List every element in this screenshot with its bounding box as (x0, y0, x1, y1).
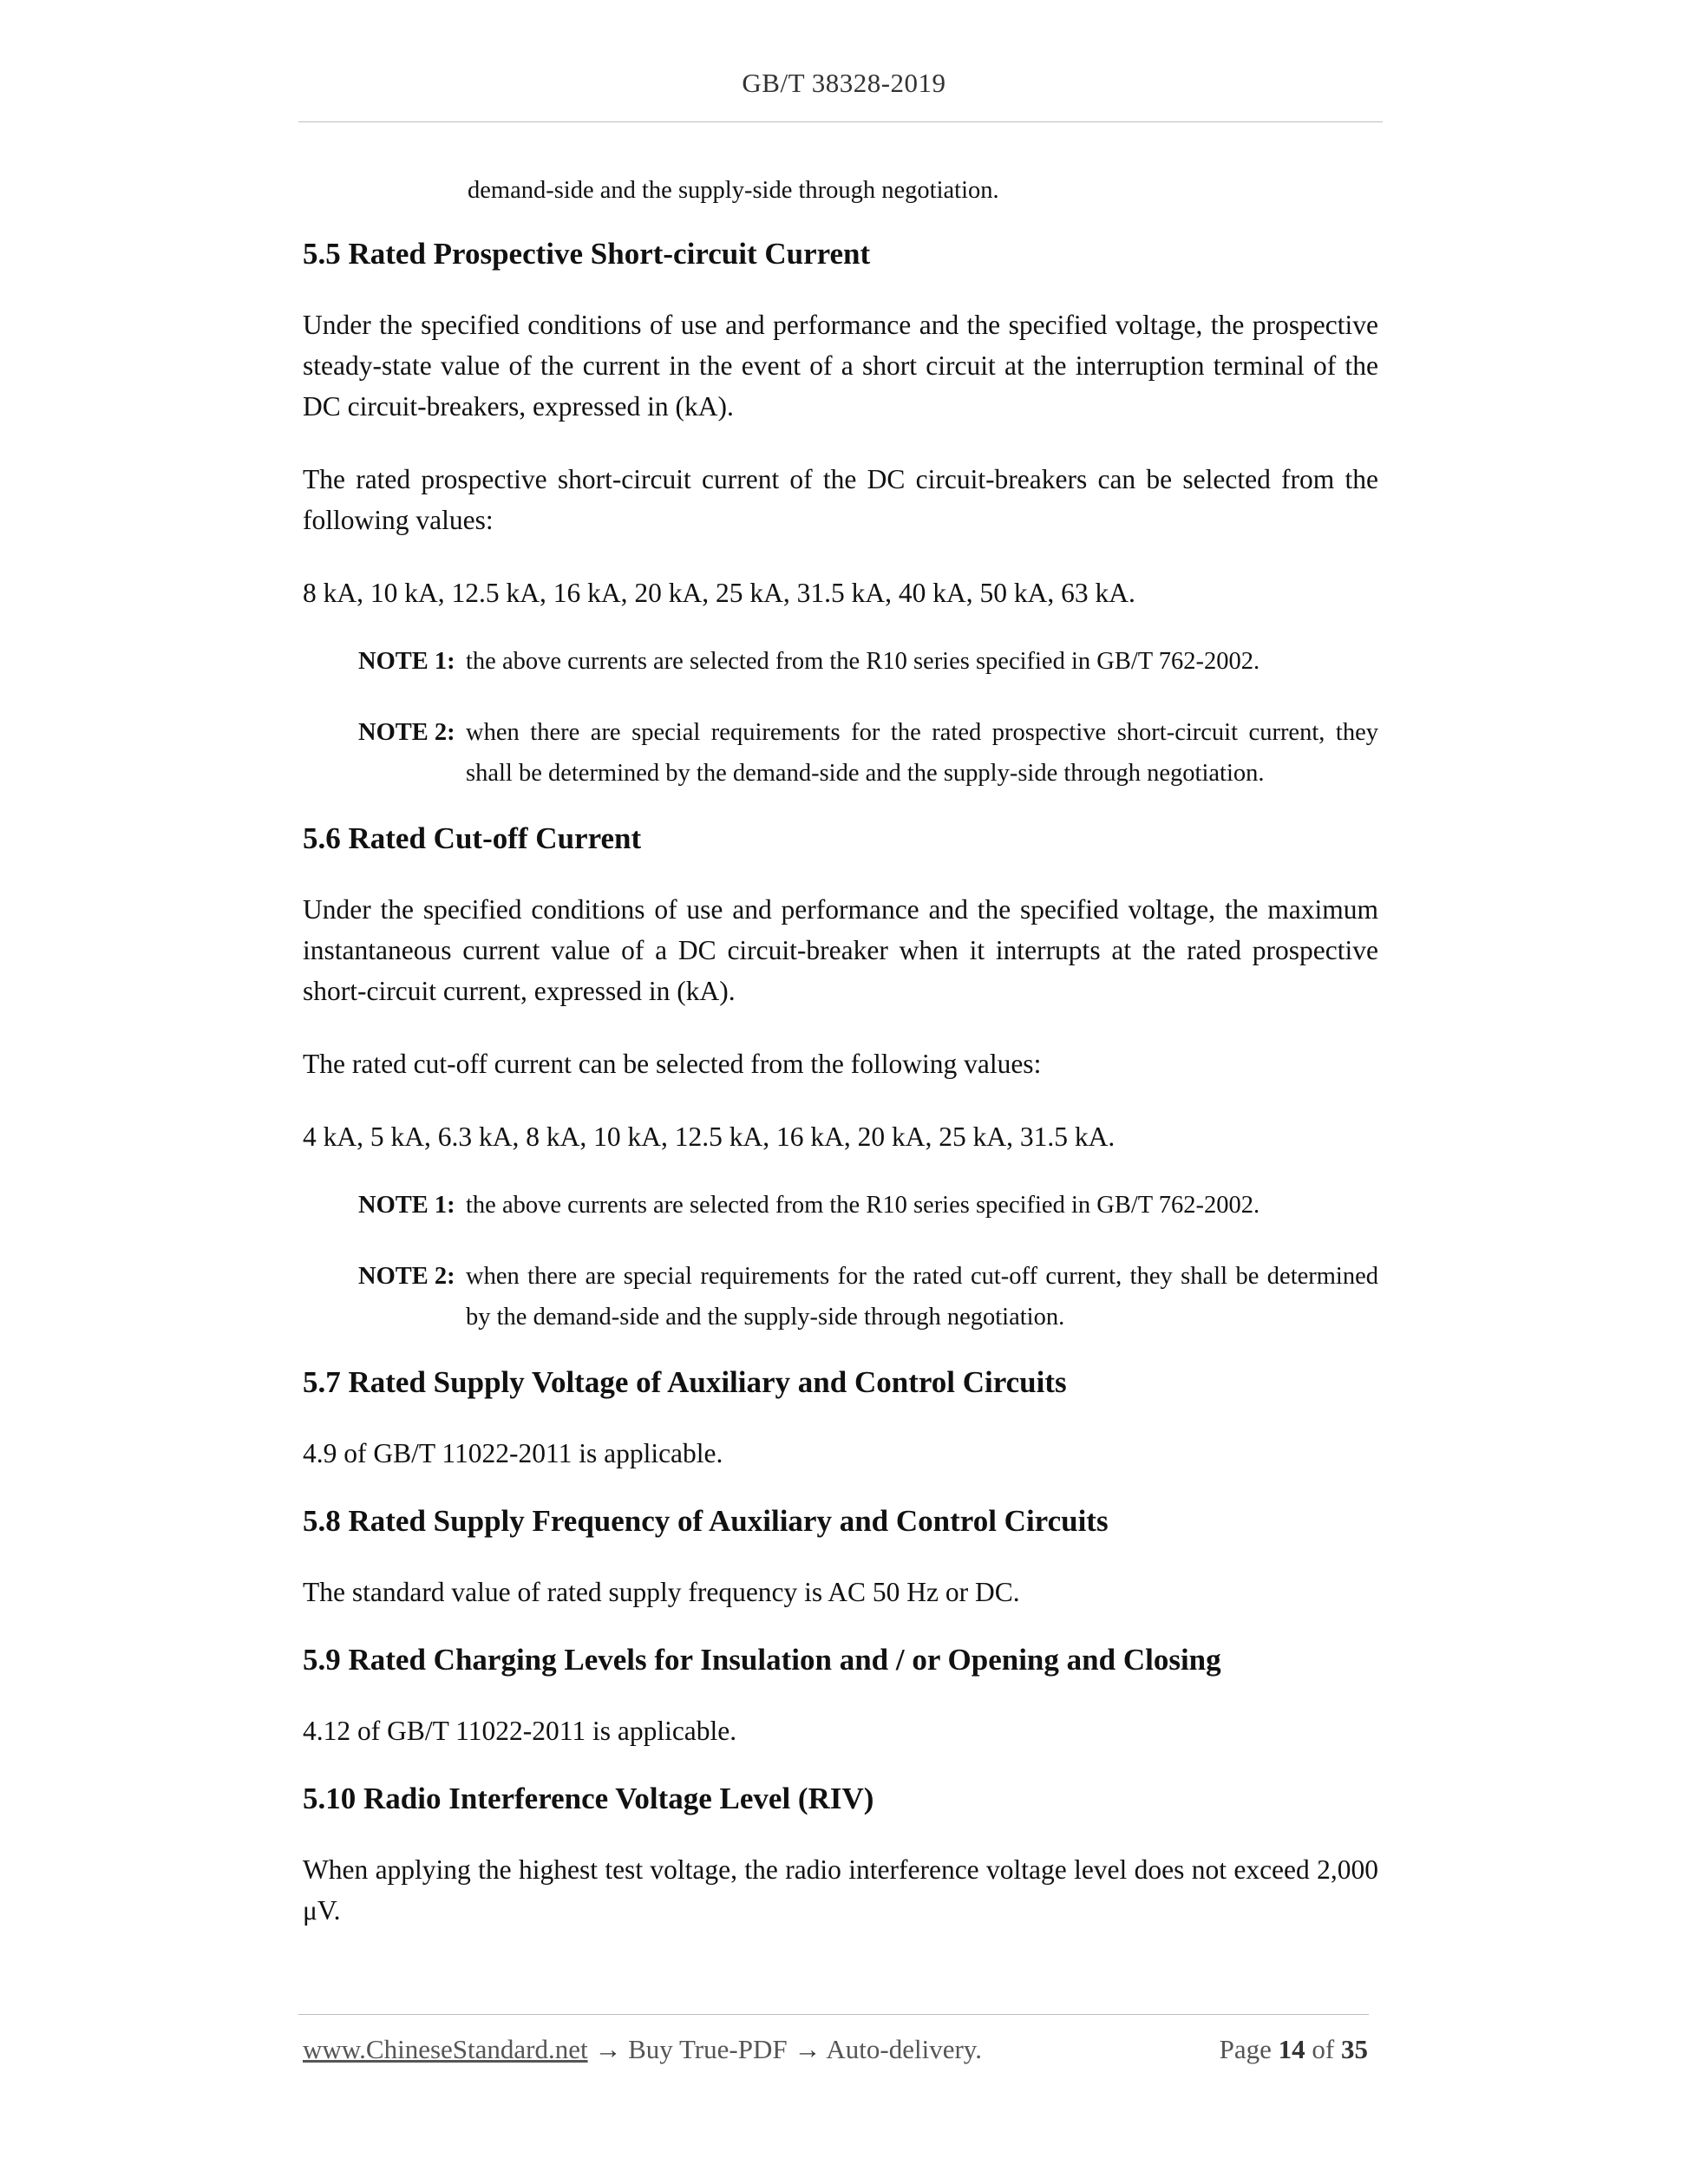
section-5-7-heading: 5.7 Rated Supply Voltage of Auxiliary and Control Circuits (303, 1365, 1067, 1399)
of-label: of (1312, 2034, 1335, 2064)
section-5-6-note-2 (358, 1256, 1378, 1337)
section-5-5-selection-text: The rated prospective short-circuit current of the DC circuit-breakers can be selected from the following values: (303, 464, 1378, 535)
page-footer (303, 2034, 1368, 2065)
section-5-6-selection-text: The rated cut-off current can be selected from the following values: (303, 1049, 1042, 1079)
site-link[interactable]: www.ChineseStandard.net (303, 2034, 588, 2064)
current-page-number: 14 (1278, 2034, 1305, 2064)
header-divider (298, 121, 1383, 122)
section-5-7-text: 4.9 of GB/T 11022-2011 is applicable. (303, 1438, 723, 1468)
section-5-5-note-2 (358, 712, 1378, 794)
section-5-6-heading: 5.6 Rated Cut-off Current (303, 821, 642, 855)
note-label: NOTE 1: (358, 648, 455, 675)
arrow-right-icon: → (594, 2034, 622, 2064)
section-5-10-heading: 5.10 Radio Interference Voltage Level (RIV) (303, 1782, 874, 1815)
continuation-line: demand-side and the supply-side through negotiation. (468, 177, 999, 204)
page-header-title: GB/T 38328-2019 (742, 68, 946, 98)
section-5-5-heading: 5.5 Rated Prospective Short-circuit Current (303, 237, 871, 271)
note-label: NOTE 2: (358, 719, 455, 746)
section-5-10-text: When applying the highest test voltage, the radio interference voltage level does not exceed 2,000 μV. (303, 1854, 1378, 1926)
page-indicator (1220, 2034, 1368, 2065)
section-5-5-values: 8 kA, 10 kA, 12.5 kA, 16 kA, 20 kA, 25 kA, 31.5 kA, 40 kA, 50 kA, 63 kA. (303, 578, 1135, 608)
buy-pdf-text: Buy True-PDF (628, 2034, 788, 2064)
arrow-right-icon: → (794, 2034, 821, 2064)
note-label: NOTE 2: (358, 1263, 455, 1290)
section-5-5-note-1 (358, 641, 1378, 682)
section-5-8-text: The standard value of rated supply frequency is AC 50 Hz or DC. (303, 1577, 1020, 1607)
section-5-9-heading: 5.9 Rated Charging Levels for Insulation and / or Opening and Closing (303, 1643, 1221, 1677)
section-5-8-heading: 5.8 Rated Supply Frequency of Auxiliary and Control Circuits (303, 1504, 1109, 1538)
note-text: when there are special requirements for the rated prospective short-circuit current, they shall be determined by the demand-side and the supply-side through negotiation. (466, 719, 1378, 787)
total-pages-number: 35 (1341, 2034, 1368, 2064)
section-5-9-text: 4.12 of GB/T 11022-2011 is applicable. (303, 1716, 737, 1746)
section-5-6-values: 4 kA, 5 kA, 6.3 kA, 8 kA, 10 kA, 12.5 kA, 16 kA, 20 kA, 25 kA, 31.5 kA. (303, 1121, 1116, 1152)
footer-divider (298, 2014, 1369, 2015)
auto-delivery-text: Auto-delivery. (826, 2034, 983, 2064)
section-5-6-note-1 (358, 1185, 1378, 1226)
note-text: the above currents are selected from the R10 series specified in GB/T 762-2002. (466, 1192, 1260, 1219)
section-5-5-definition: Under the specified conditions of use and performance and the specified voltage, the prospective steady-state value of the current in the event of a short circuit at the interruption terminal of the DC circuit-breakers, expressed in (kA). (303, 310, 1378, 422)
document-body (303, 170, 1378, 1931)
section-5-6-definition: Under the specified conditions of use and performance and the specified voltage, the maximum instantaneous current value of a DC circuit-breaker when it interrupts at the rated prospective short-circuit current, expressed in (kA). (303, 894, 1378, 1006)
page-label: Page (1219, 2034, 1272, 2064)
note-text: when there are special requirements for the rated cut-off current, they shall be determined by the demand-side and the supply-side through negotiation. (466, 1263, 1378, 1331)
note-label: NOTE 1: (358, 1192, 455, 1219)
note-text: the above currents are selected from the R10 series specified in GB/T 762-2002. (466, 648, 1260, 675)
